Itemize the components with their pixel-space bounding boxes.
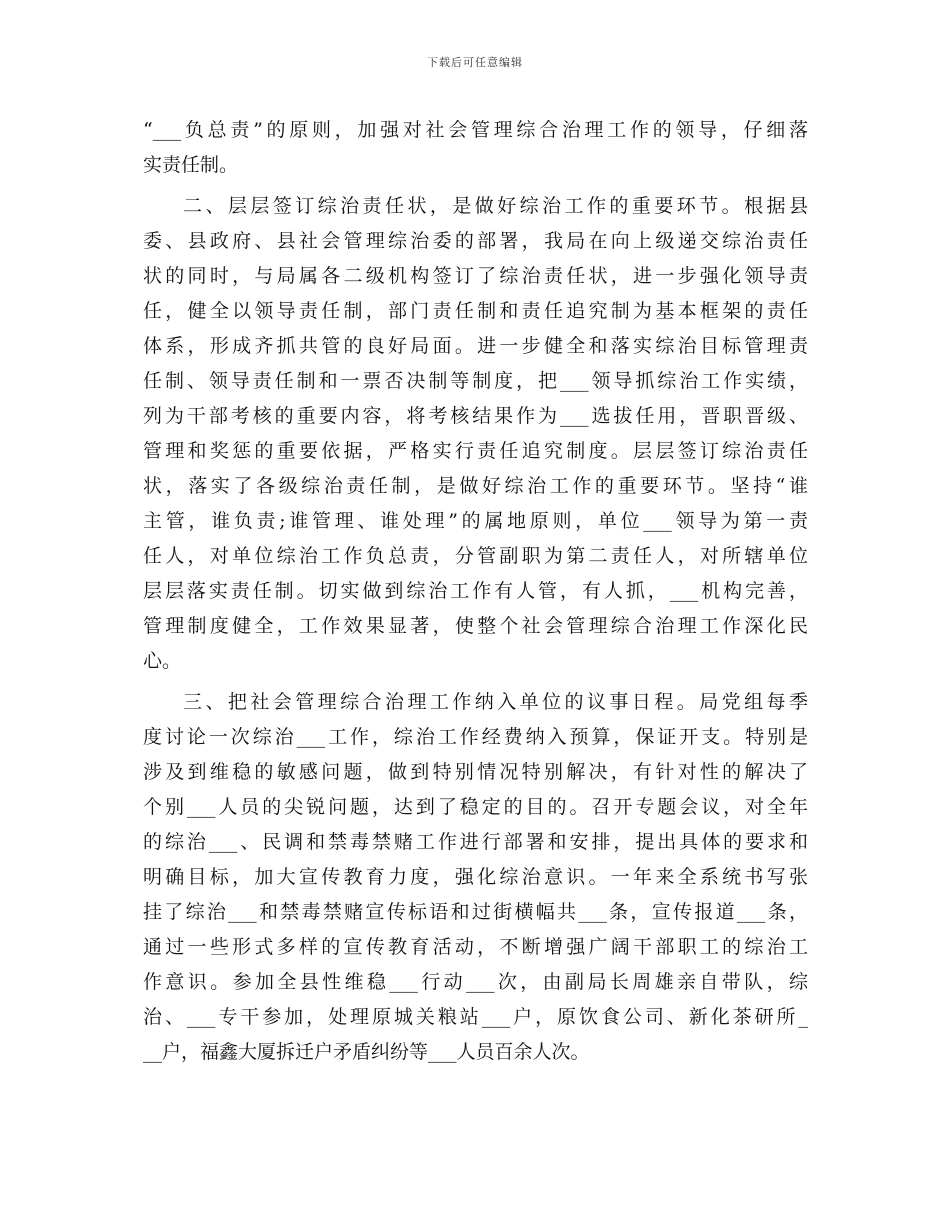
text-line: 主管，谁负责;谁管理、谁处理”的属地原则，单位___领导为第一责 — [143, 510, 808, 532]
text-line: 二、层层签订综治责任状，是做好综治工作的重要环节。根据县 — [183, 195, 808, 217]
text-line: 列为干部考核的重要内容，将考核结果作为___选拔任用，晋职晋级、 — [143, 405, 808, 427]
paragraph-3 — [143, 685, 808, 1070]
text-line: 管理制度健全，工作效果显著，使整个社会管理综合治理工作深化民 — [143, 615, 808, 637]
text-line: “___负总责”的原则，加强对社会管理综合治理工作的领导，仔细落 — [143, 119, 808, 141]
text-line: 挂了综治___和禁毒禁赌宣传标语和过街横幅共___条，宣传报道___条， — [143, 901, 808, 923]
text-line: 明确目标，加大宣传教育力度，强化综治意识。一年来全系统书写张 — [143, 866, 808, 888]
text-line: 度讨论一次综治___工作，综治工作经费纳入预算，保证开支。特别是 — [143, 726, 808, 748]
text-line: 状的同时，与局属各二级机构签订了综治责任状，进一步强化领导责 — [143, 265, 808, 287]
text-line: 委、县政府、县社会管理综治委的部署，我局在向上级递交综治责任 — [143, 230, 808, 252]
paragraph-1 — [143, 113, 808, 183]
text-line: 三、把社会管理综合治理工作纳入单位的议事日程。局党组每季 — [183, 691, 808, 713]
text-line: 涉及到维稳的敏感问题，做到特别情况特别解决，有针对性的解决了 — [143, 761, 808, 783]
text-line: 任制、领导责任制和一票否决制等制度，把___领导抓综治工作实绩， — [143, 370, 808, 392]
text-line: 层层落实责任制。切实做到综治工作有人管，有人抓，___机构完善， — [143, 580, 808, 602]
text-line: 治、___专干参加，处理原城关粮站___户，原饮食公司、新化茶研所_ — [143, 1006, 808, 1028]
text-line: 作意识。参加全县性维稳___行动___次，由副局长周雄亲自带队，综 — [143, 971, 808, 993]
text-line: 的综治___、民调和禁毒禁赌工作进行部署和安排，提出具体的要求和 — [143, 831, 808, 853]
text-line: 任，健全以领导责任制，部门责任制和责任追究制为基本框架的责任 — [143, 300, 808, 322]
text-line: 体系，形成齐抓共管的良好局面。进一步健全和落实综治目标管理责 — [143, 335, 808, 357]
text-line: 管理和奖惩的重要依据，严格实行责任追究制度。层层签订综治责任 — [143, 440, 808, 462]
text-line: 实责任制。 — [143, 154, 239, 176]
text-line: 状，落实了各级综治责任制，是做好综治工作的重要环节。坚持“谁 — [143, 475, 808, 497]
text-line: 心。 — [143, 650, 182, 672]
paragraph-2 — [143, 189, 808, 679]
text-line: __户，福鑫大厦拆迁户矛盾纠纷等___人员百余人次。 — [143, 1041, 590, 1063]
document-body — [143, 113, 808, 1070]
text-line: 个别___人员的尖锐问题，达到了稳定的目的。召开专题会议，对全年 — [143, 796, 808, 818]
text-line: 通过一些形式多样的宣传教育活动，不断增强广阔干部职工的综治工 — [143, 936, 808, 958]
text-line: 任人，对单位综治工作负总责，分管副职为第二责任人，对所辖单位 — [143, 545, 808, 567]
page-header: 下载后可任意编辑 — [427, 56, 523, 69]
